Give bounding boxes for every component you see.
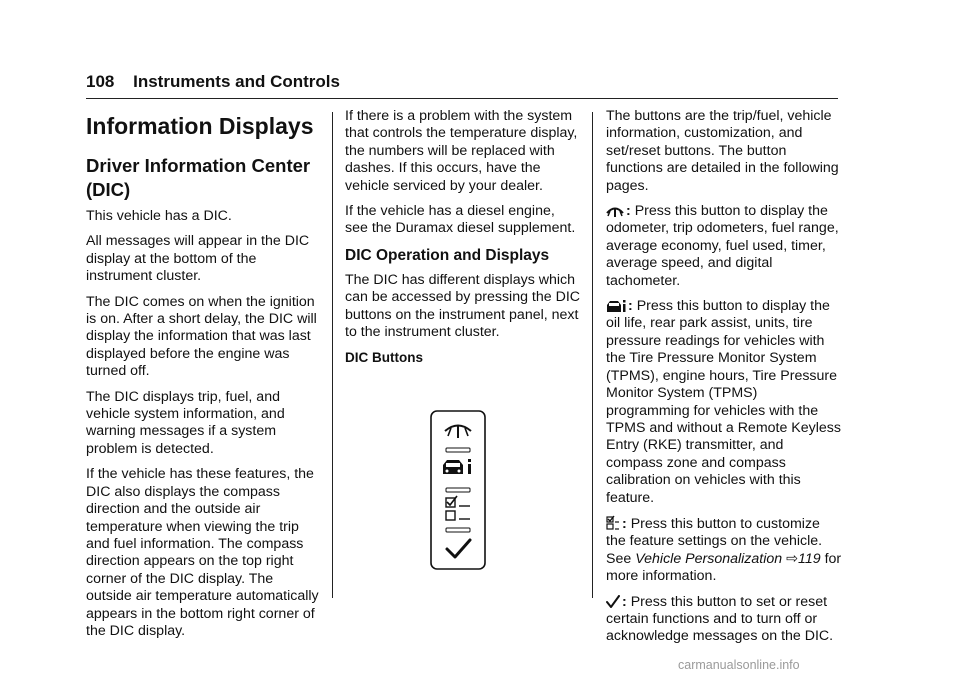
column-divider (592, 112, 593, 598)
paragraph: If the vehicle has these features, the DIC also displays the compass direction and the outside air temperature when viewing the trip and fuel information. The compass direction appears on the top right corner of the DIC display. The outside air temperature automatically appears in the bottom right corner of the DIC display. (86, 466, 319, 639)
trip-fuel-icon (606, 204, 624, 218)
paragraph: This vehicle has a DIC. (86, 208, 232, 224)
paragraph: The DIC comes on when the ignition is on. After a short delay, the DIC will display the information that was last displayed before the engine was turned off. (86, 293, 317, 380)
paragraph: If there is a problem with the system that controls the temperature display, the numbers will be replaced with dashes. If this occurs, have the vehicle serviced by your dealer. (345, 108, 578, 194)
section-heading: Driver Information Center (DIC) (86, 155, 311, 200)
item-colon: : (626, 203, 631, 220)
item-text-after: for more information. (606, 550, 842, 585)
button-description-vehicle-info (606, 298, 842, 507)
cross-reference-link[interactable]: Vehicle Personalization (635, 550, 783, 567)
paragraph: The DIC has different displays which can be accessed by pressing the DIC buttons on the instrument panel, next to the instrument cluster. (345, 271, 581, 341)
customization-icon (606, 515, 620, 531)
item-colon: : (622, 515, 627, 532)
paragraph: If the vehicle has a diesel engine, see the Duramax diesel supplement. (345, 203, 576, 237)
column-1 (86, 108, 322, 648)
vehicle-info-icon (606, 299, 626, 313)
item-text: Press this button to set or reset certain functions and to turn off or acknowledge messages on the DIC. (606, 593, 834, 645)
item-colon: : (628, 298, 633, 315)
column-divider (332, 112, 333, 598)
paragraph: All messages will appear in the DIC display at the bottom of the instrument cluster. (86, 233, 310, 285)
item-colon: : (622, 593, 627, 610)
item-text: Press this button to customize the feature settings on the vehicle. (606, 515, 823, 550)
paragraph: The buttons are the trip/fuel, vehicle information, customization, and set/reset buttons. The button functions are detailed in the following pages. (606, 108, 839, 194)
button-description-set-reset (606, 594, 842, 646)
column-3 (606, 108, 842, 654)
header-rule (86, 98, 838, 99)
watermark: carmanualsonline.info (678, 658, 800, 672)
figure-caption: DIC Buttons (345, 350, 423, 366)
paragraph: The DIC displays trip, fuel, and vehicle system information, and warning messages if a system problem is detected. (86, 388, 285, 457)
section-title: Instruments and Controls (133, 72, 340, 91)
dic-buttons-figure (430, 410, 486, 570)
item-text: Press this button to display the oil life, rear park assist, units, tire pressure readings for vehicles with the Tire Pressure Monitor System (TPMS), engine hours, Tire Pressure Monitor System (TPMS) programming for vehicles with the TPMS and without a Remote Keyless Entry (RKE) transmitter, and compass zone and compass calibration on vehicles with this feature. (606, 298, 841, 506)
subsection-heading: DIC Operation and Displays (345, 246, 550, 264)
page-header (86, 72, 838, 92)
item-text: Press this button to display the odometer, trip odometers, fuel range, average economy, fuel used, timer, average speed, and digital tachometer. (606, 203, 839, 289)
checkmark-icon (606, 595, 620, 609)
page-number: 108 (86, 72, 115, 91)
cross-reference-page[interactable]: 119 (798, 550, 821, 567)
button-description-customization (606, 515, 842, 586)
column-2 (345, 108, 581, 375)
chapter-heading: Information Displays (86, 113, 314, 139)
button-description-trip-fuel (606, 203, 842, 290)
page-reference-icon: ⇨ (786, 550, 798, 567)
see-label: See (606, 550, 632, 567)
